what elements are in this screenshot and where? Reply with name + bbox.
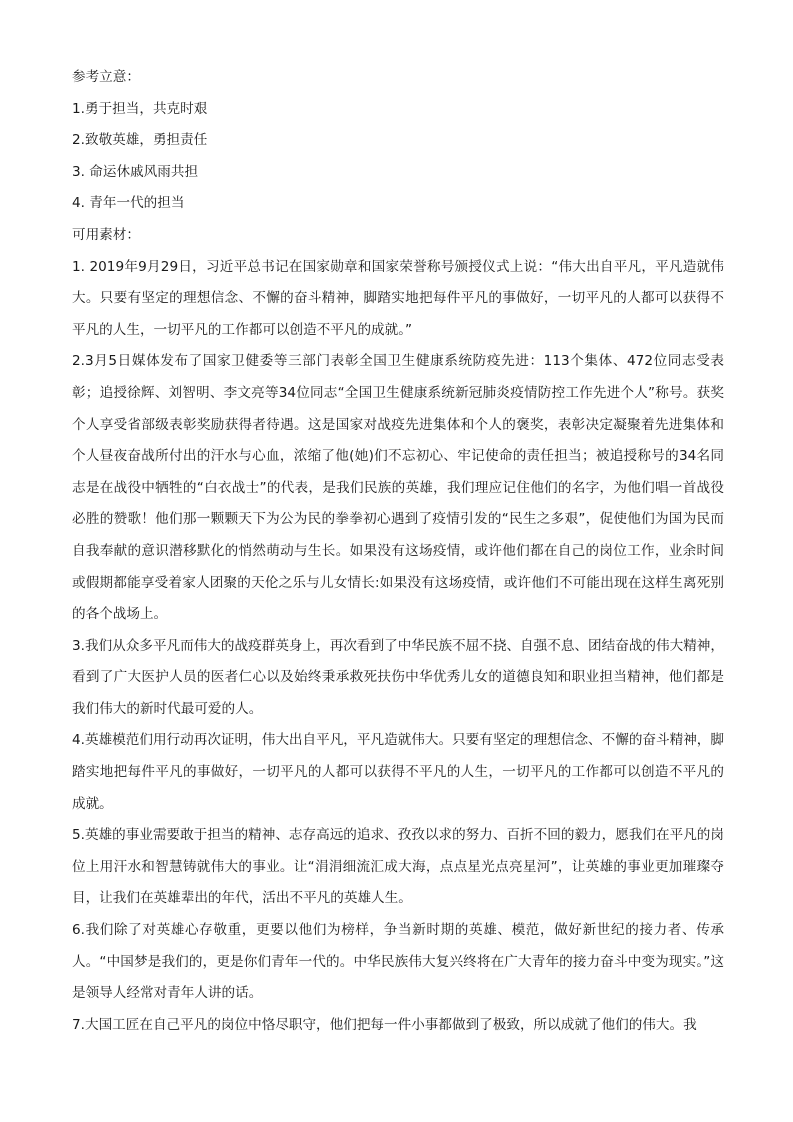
materials-heading: 可用素材： — [72, 226, 140, 243]
material-paragraph-1: 1. 2019年9月29日，习近平总书记在国家勋章和国家荣誉称号颁授仪式上说：“伟大出自平凡，平凡造就伟大。只要有坚定的理想信念、不懈的奋斗精神，脚踏实地把每件平凡的事做好，一切平凡的人都可以获得不平凡的人生，一切平凡的工作都可以创造不平凡的成就。” — [72, 258, 724, 338]
material-paragraph-3: 3.我们从众多平凡而伟大的战疫群英身上，再次看到了中华民族不屈不挠、自强不息、团结奋战的伟大精神，看到了广大医护人员的医者仁心以及始终秉承救死扶伤中华优秀儿女的道德良知和职业担当精神，他们都是我们伟大的新时代最可爱的人。 — [72, 637, 724, 717]
material-paragraph-6: 6.我们除了对英雄心存敬重，更要以他们为榜样，争当新时期的英雄、模范，做好新世纪的接力者、传承人。“中国梦是我们的，更是你们青年一代的。中华民族伟大复兴终将在广大青年的接力奋斗中变为现实。”这是领导人经常对青年人讲的话。 — [72, 922, 724, 1002]
theme-item-2: 2.致敬英雄，勇担责任 — [72, 132, 208, 149]
material-paragraph-2: 2.3月5日媒体发布了国家卫健委等三部门表彰全国卫生健康系统防疫先进：113个集体、472位同志受表彰；追授徐辉、刘智明、李文亮等34位同志“全国卫生健康系统新冠肺炎疫情防控工作先进个人”称号。获奖个人享受省部级表彰奖励获得者待遇。这是国家对战疫先进集体和个人的褒奖，表彰决定凝聚着先进集体和个人昼夜奋战所付出的汗水与心血，浓缩了他(她)们不忘初心、牢记使命的责任担当；被追授称号的34名同志是在战役中牺牲的“白衣战士”的代表，是我们民族的英雄，我们理应记住他们的名字，为他们唱一首战役必胜的赞歌！他们那一颗颗天下为公为民的拳拳初心遇到了疫情引发的“民生之多艰”，促使他们为国为民而自我奉献的意识潜移默化的悄然萌动与生长。如果没有这场疫情，或许他们都在自己的岗位工作，业余时间或假期都能享受着家人团聚的天伦之乐与儿女情长:如果没有这场疫情，或许他们不可能出现在这样生离死别的各个战场上。 — [72, 353, 724, 623]
theme-item-3: 3. 命运休戚风雨共担 — [72, 163, 199, 180]
material-paragraph-7: 7.大国工匠在自己平凡的岗位中恪尽职守，他们把每一件小事都做到了极致，所以成就了他们的伟大。我 — [72, 1016, 697, 1033]
document-page — [72, 62, 724, 1041]
theme-item-1: 1.勇于担当，共克时艰 — [72, 100, 208, 117]
reference-heading: 参考立意： — [72, 69, 140, 85]
material-paragraph-5: 5.英雄的事业需要敢于担当的精神、志存高远的追求、孜孜以求的努力、百折不回的毅力，愿我们在平凡的岗位上用汗水和智慧铸就伟大的事业。让“涓涓细流汇成大海，点点星光点亮星河”，让英雄的事业更加璀璨夺目，让我们在英雄辈出的年代，活出不平凡的英雄人生。 — [72, 827, 724, 907]
material-paragraph-4: 4.英雄模范们用行动再次证明，伟大出自平凡，平凡造就伟大。只要有坚定的理想信念、不懈的奋斗精神，脚踏实地把每件平凡的事做好，一切平凡的人都可以获得不平凡的人生，一切平凡的工作都可以创造不平凡的成就。 — [72, 732, 724, 812]
theme-item-4: 4. 青年一代的担当 — [72, 195, 185, 212]
